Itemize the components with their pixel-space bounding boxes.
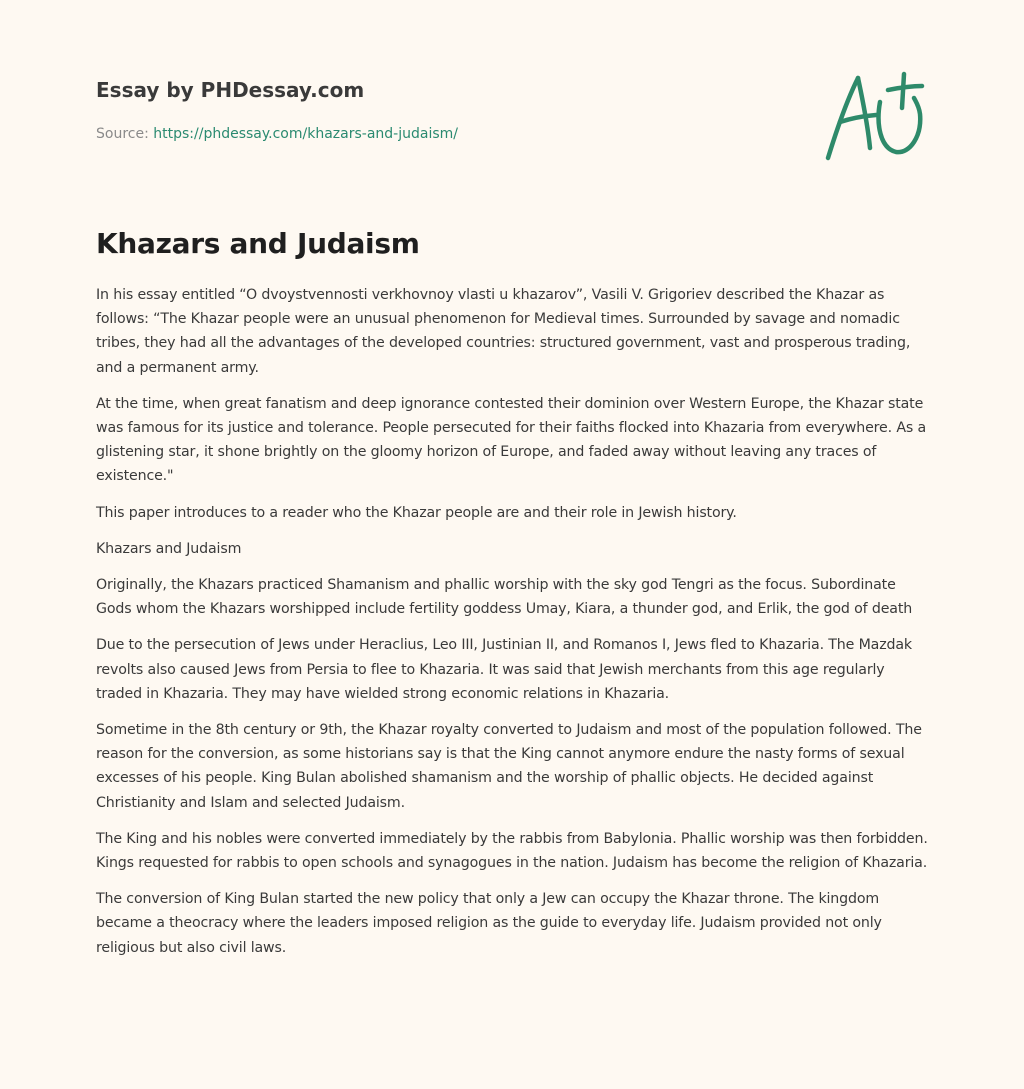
document-header xyxy=(96,76,736,144)
source-line xyxy=(96,124,736,144)
essay-title: Khazars and Judaism xyxy=(96,227,420,260)
brand-title: Essay by PHDessay.com xyxy=(96,78,365,102)
source-label: Source: xyxy=(96,126,149,142)
section-heading: Khazars and Judaism xyxy=(96,540,242,557)
paragraph: Sometime in the 8th century or 9th, the Khazar royalty converted to Judaism and most of the population followed. The reason for the conversion, as some historians say is that the King cannot anymore endure the nasty forms of sexual excesses of his people. King Bulan abolished shamanism and the worship of phallic objects. He decided against Christianity and Islam and selected Judaism. xyxy=(96,722,922,811)
source-link[interactable]: https://phdessay.com/khazars-and-judaism/ xyxy=(153,126,458,142)
paragraph: In his essay entitled “O dvoystvennosti verkhovnoy vlasti u khazarov”, Vasili V. Grigoriev described the Khazar as follows: “The Khazar people were an unusual phenomenon for Medieval times. Surrounded by savage and nomadic tribes, they had all the advantages of the developed countries: structured government, vast and prosperous trading, and a permanent army. xyxy=(96,287,911,376)
paragraph: The King and his nobles were converted immediately by the rabbis from Babylonia. Phallic worship was then forbidden. Kings requested for rabbis to open schools and synagogues in the nation. Judaism has become the religion of Khazaria. xyxy=(96,830,928,872)
paragraph: Due to the persecution of Jews under Heraclius, Leo III, Justinian II, and Romanos I, Jews fled to Khazaria. The Mazdak revolts also caused Jews from Persia to flee to Khazaria. It was said that Jewish merchants from this age regularly traded in Khazaria. They may have wielded strong economic relations in Khazaria. xyxy=(96,637,912,702)
essay-body xyxy=(96,283,932,972)
a-plus-logo-icon xyxy=(818,66,930,166)
paragraph: This paper introduces to a reader who the Khazar people are and their role in Jewish history. xyxy=(96,504,737,521)
paragraph: At the time, when great fanatism and deep ignorance contested their dominion over Western Europe, the Khazar state was famous for its justice and tolerance. People persecuted for their faiths flocked into Khazaria from everywhere. As a glistening star, it shone brightly on the gloomy horizon of Europe, and faded away without leaving any traces of existence." xyxy=(96,395,927,485)
paragraph: Originally, the Khazars practiced Shamanism and phallic worship with the sky god Tengri as the focus. Subordinate Gods whom the Khazars worshipped include fertility goddess Umay, Kiara, a thunder god, and Erlik, the god of death xyxy=(96,577,913,618)
paragraph: The conversion of King Bulan started the new policy that only a Jew can occupy the Khazar throne. The kingdom became a theocracy where the leaders imposed religion as the guide to everyday life. Judaism provided not only religious but also civil laws. xyxy=(96,891,882,956)
